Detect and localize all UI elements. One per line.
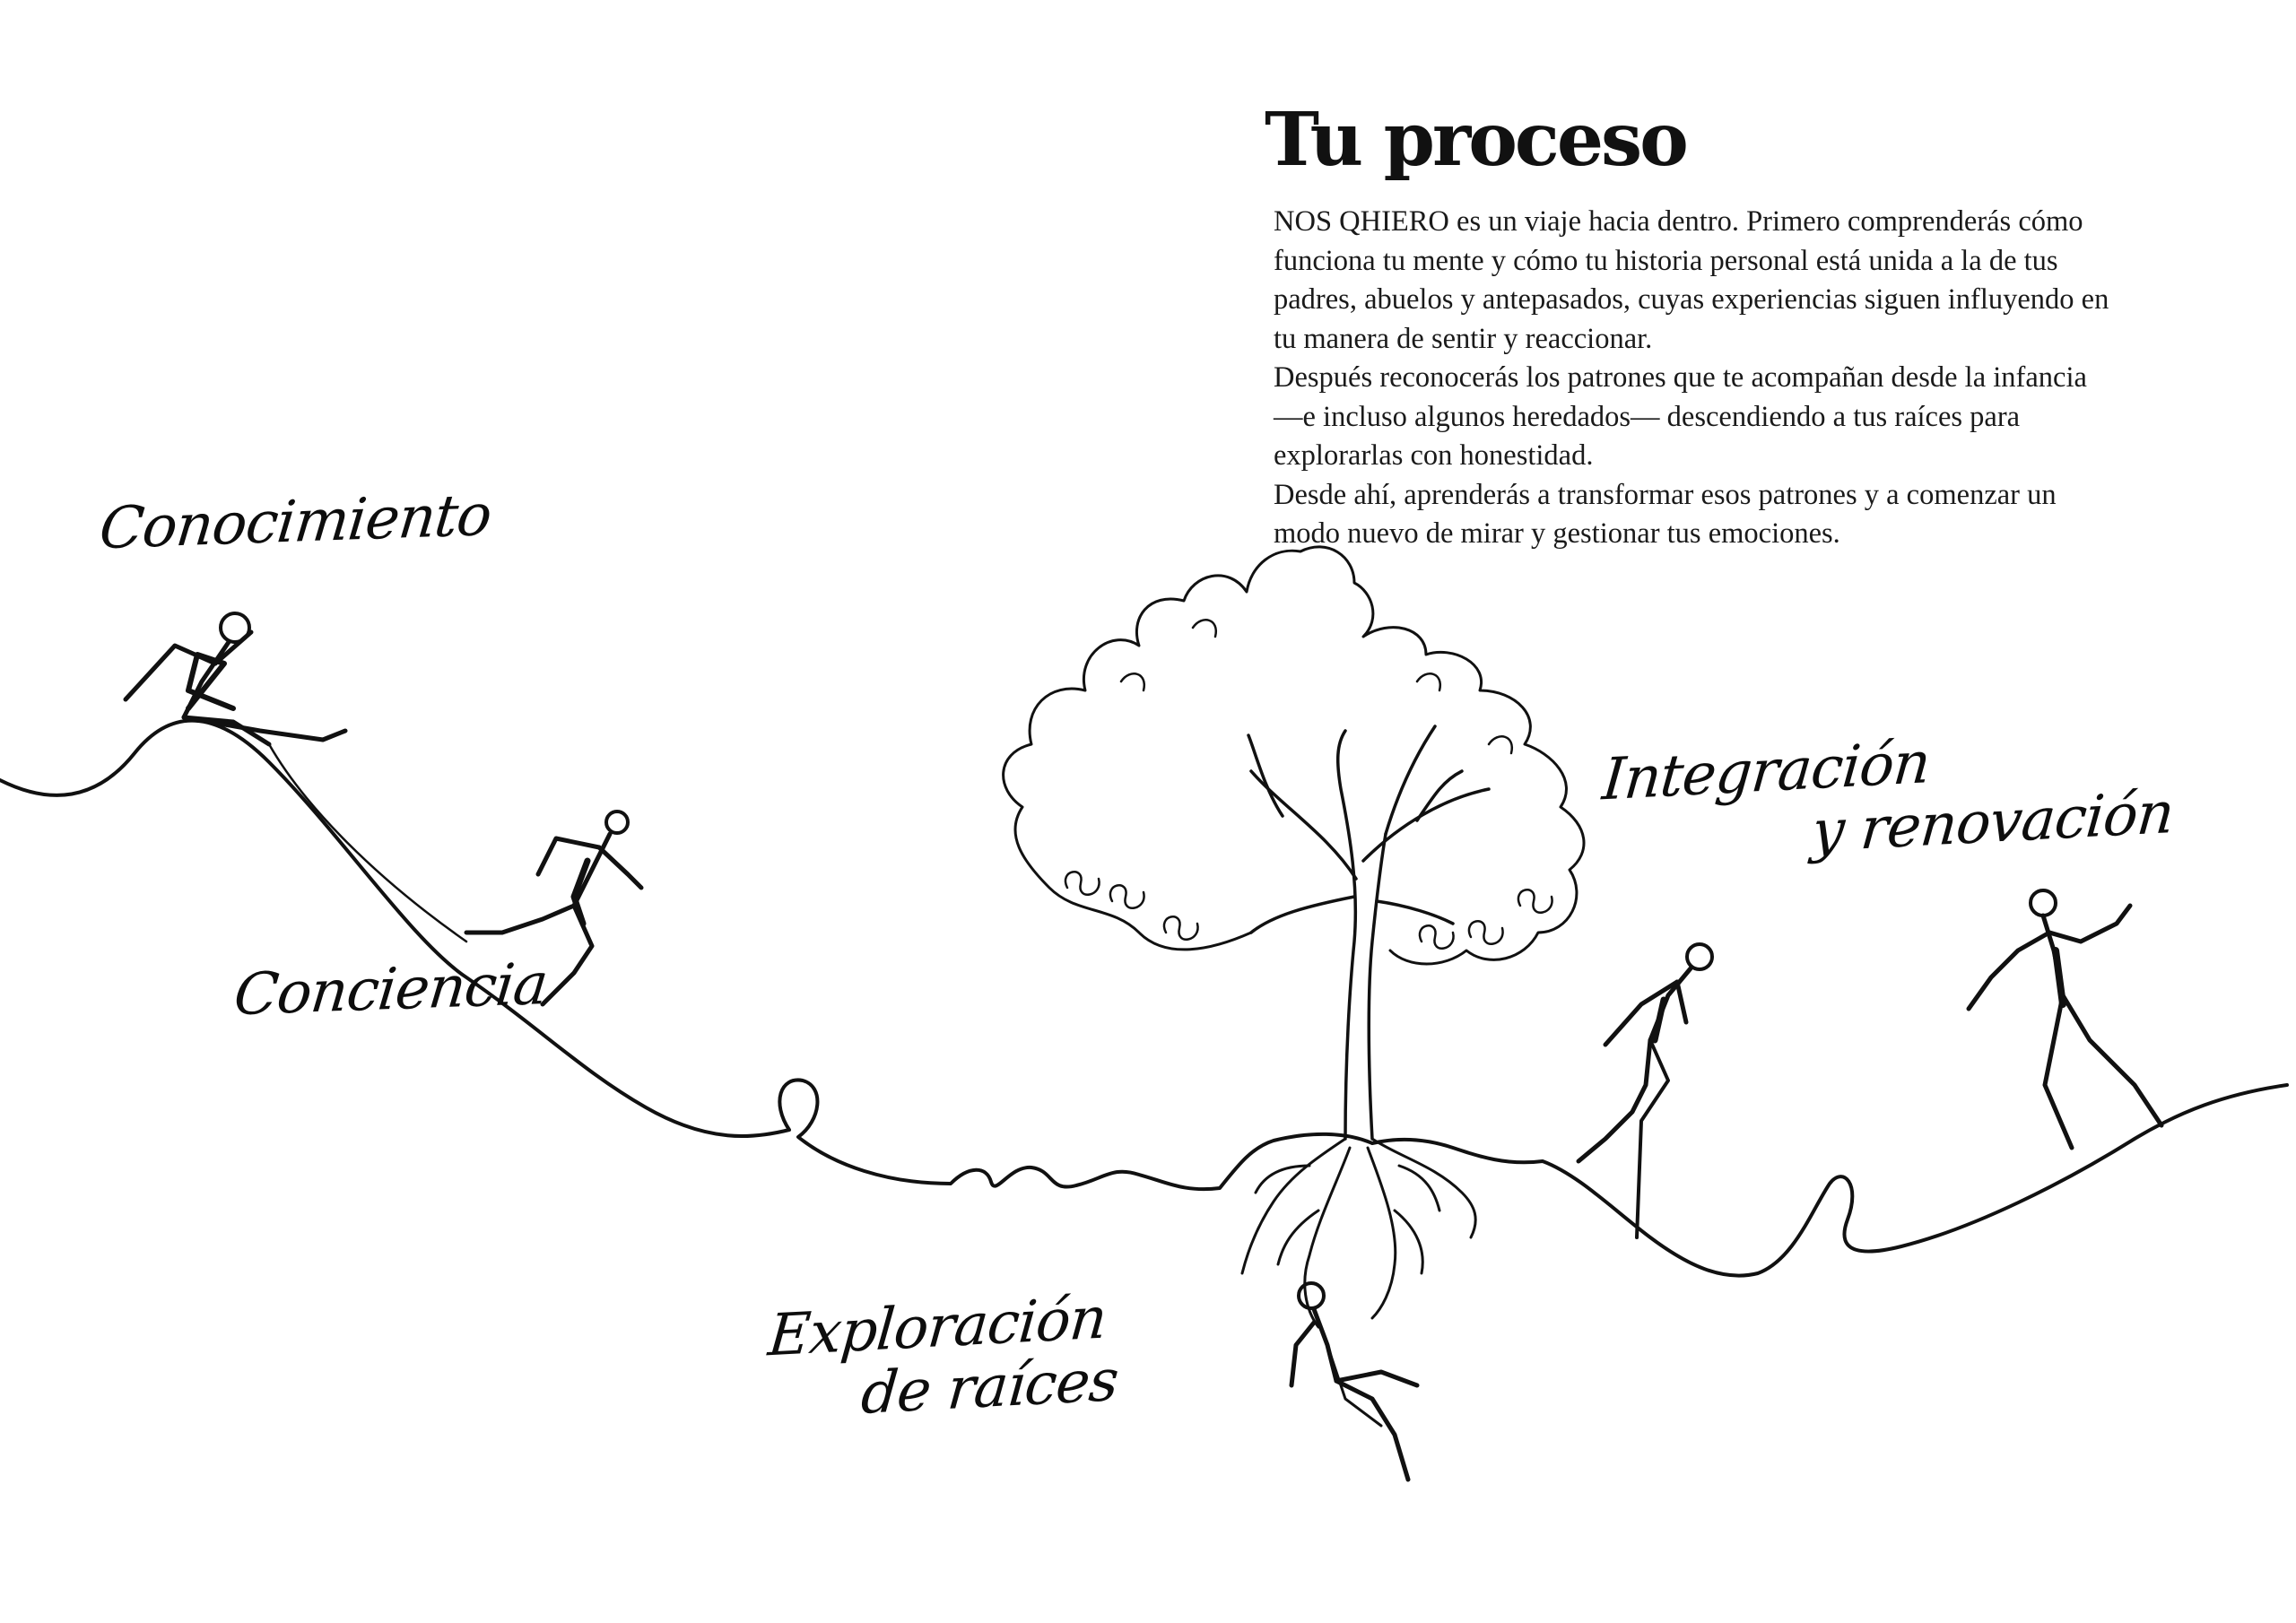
stage-label-line: Exploración: [765, 1285, 1109, 1370]
descent-line: [269, 744, 466, 942]
stage-label-line: y renovación: [1809, 779, 2177, 866]
intro-text: [1274, 203, 2170, 554]
page-title: Tu proceso: [1265, 97, 1686, 183]
stage-label-exploracion: [761, 1286, 1126, 1431]
stage-label-conciencia: [230, 950, 551, 1029]
figure-walking: [1578, 944, 1712, 1237]
intro-line: NOS QHIERO es un viaje hacia dentro. Primero comprenderás cómo: [1274, 205, 2083, 238]
intro-line: modo nuevo de mirar y gestionar tus emociones.: [1274, 517, 1840, 550]
intro-line: Después reconocerás los patrones que te acompañan desde la infancia: [1274, 361, 2087, 394]
intro-line: padres, abuelos y antepasados, cuyas experiencias siguen influyendo en: [1274, 283, 2109, 316]
intro-line: explorarlas con honestidad.: [1274, 439, 1594, 472]
intro-line: —e incluso algunos heredados— descendiendo a tus raíces para: [1274, 400, 2021, 433]
tree: [1004, 547, 1584, 1139]
stage-label-line: Integración: [1599, 729, 1933, 814]
stage-label-line: Conocimiento: [96, 482, 495, 563]
stage-label-conocimiento: [97, 484, 494, 561]
stage-label-line: de raíces: [858, 1347, 1121, 1428]
figure-top-hill: [126, 613, 345, 744]
intro-line: Desde ahí, aprenderás a transformar esos patrones y a comenzar un: [1274, 478, 2057, 511]
tree-roots: [1242, 1139, 1475, 1327]
intro-line: funciona tu mente y cómo tu historia personal está unida a la de tus: [1274, 244, 2058, 277]
intro-line: tu manera de sentir y reaccionar.: [1274, 322, 1653, 355]
figure-dancing: [1969, 890, 2161, 1148]
stage-label-line: Conciencia: [230, 950, 551, 1029]
